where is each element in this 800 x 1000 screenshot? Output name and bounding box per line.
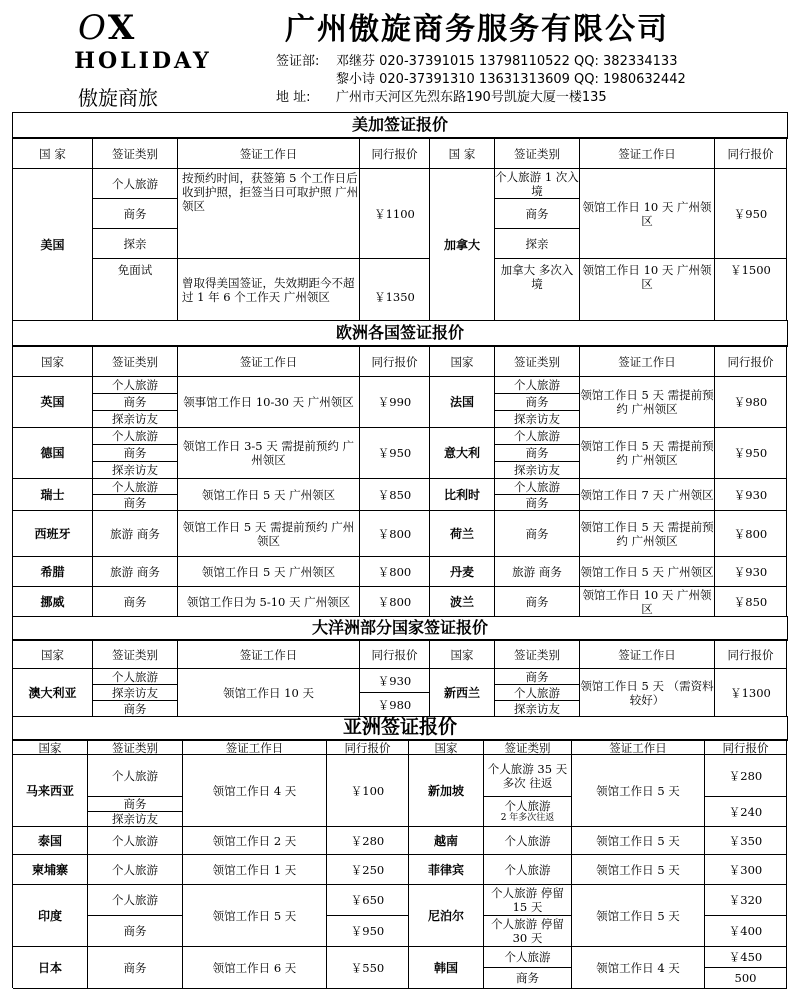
page-header: [0, 0, 800, 108]
usca-table: [12, 138, 788, 320]
visa-type: 个人旅游 停留 30 天: [484, 916, 572, 947]
work-days: 领馆工作日 5 天: [572, 885, 705, 947]
visa-type: 探亲访友: [88, 812, 183, 827]
country-jp: 日本: [13, 947, 88, 989]
visa-type: 个人旅游: [495, 685, 580, 701]
header-price: 同行报价: [327, 741, 409, 755]
country-fr: 法国: [430, 377, 495, 428]
work-days: 领馆工作日 3-5 天 需提前预约 广州领区: [178, 428, 360, 479]
price: ￥280: [705, 755, 787, 797]
visa-type: 商务: [93, 701, 178, 717]
logo-x: X: [107, 8, 137, 48]
header-country: 国家: [13, 741, 88, 755]
visa-type: 探亲访友: [495, 701, 580, 717]
visa-type: 个人旅游: [495, 479, 580, 495]
visa-type: 商务: [93, 445, 178, 462]
price: ￥450: [705, 947, 787, 968]
logo-o: O: [78, 8, 108, 48]
header-price: 同行报价: [715, 347, 787, 377]
header-country: 国家: [409, 741, 484, 755]
visa-type: 旅游 商务: [495, 557, 580, 587]
visa-type: 商务: [93, 495, 178, 511]
visa-type: 商务: [495, 669, 580, 685]
country-uk: 英国: [13, 377, 93, 428]
visa-type: 个人旅游: [88, 855, 183, 885]
country-us: 美国: [13, 169, 93, 321]
work-days: 领馆工作日 5 天 需提前预约 广州领区: [580, 428, 715, 479]
country-it: 意大利: [430, 428, 495, 479]
visa-type: 个人旅游: [495, 428, 580, 445]
contact-2: 黎小诗 020-37391310 13631313609 QQ: 1980632442: [336, 72, 686, 87]
header-days: 签证工作日: [572, 741, 705, 755]
price: ￥800: [360, 587, 430, 617]
header-price: 同行报价: [360, 347, 430, 377]
price: ￥1300: [715, 669, 787, 717]
visa-type: 探亲访友: [93, 685, 178, 701]
visa-type: 商务: [495, 199, 580, 229]
work-days: 领馆工作日 10 天 广州领区: [580, 587, 715, 617]
price: ￥1100: [360, 169, 430, 259]
price: ￥800: [360, 511, 430, 557]
section-title-europe: 欧洲各国签证报价: [12, 320, 788, 346]
work-days: 领馆工作日 5 天: [572, 827, 705, 855]
country-nl: 荷兰: [430, 511, 495, 557]
header-country: 国家: [430, 641, 495, 669]
work-days: 领馆工作日 4 天: [183, 755, 327, 827]
header-type: 签证类别: [495, 641, 580, 669]
visa-type: 个人旅游: [88, 755, 183, 797]
work-days: 领馆工作日 1 天: [183, 855, 327, 885]
logo-holiday: HOLIDAY: [74, 48, 212, 74]
visa-type: 个人旅游 35 天多次 往返: [484, 755, 572, 797]
country-ch: 瑞士: [13, 479, 93, 511]
price: ￥850: [715, 587, 787, 617]
visa-type: 商务: [88, 947, 183, 989]
section-title-oceania: 大洋洲部分国家签证报价: [12, 616, 788, 640]
visa-type: 个人旅游: [93, 169, 178, 199]
company-name: 广州傲旋商务服务有限公司: [285, 12, 669, 47]
contact-1: 邓继芬 020-37391015 13798110522 QQ: 382334133: [336, 54, 678, 69]
header-days: 签证工作日: [580, 641, 715, 669]
country-pl: 波兰: [430, 587, 495, 617]
header-type: 签证类别: [93, 139, 178, 169]
country-gr: 希腊: [13, 557, 93, 587]
header-price: 同行报价: [705, 741, 787, 755]
price: ￥930: [360, 669, 430, 693]
header-days: 签证工作日: [580, 139, 715, 169]
visa-dept-label: 签证部:: [276, 54, 320, 69]
work-days: 领馆工作日 2 天: [183, 827, 327, 855]
country-my: 马来西亚: [13, 755, 88, 827]
price: ￥400: [705, 916, 787, 947]
price: ￥800: [715, 511, 787, 557]
visa-type: 个人旅游: [93, 669, 178, 685]
header-type: 签证类别: [93, 347, 178, 377]
work-days: 领馆工作日 5 天: [572, 855, 705, 885]
visa-type: 探亲访友: [495, 462, 580, 479]
country-th: 泰国: [13, 827, 88, 855]
work-days: 领馆工作日 5 天 需提前预约 广州领区: [580, 377, 715, 428]
visa-type: 商务: [88, 916, 183, 947]
header-country: 国家: [13, 347, 93, 377]
work-days: 领事馆工作日 10-30 天 广州领区: [178, 377, 360, 428]
price: ￥550: [327, 947, 409, 989]
section-title-asia: 亚洲签证报价: [12, 716, 788, 740]
visa-type: 个人旅游: [495, 377, 580, 394]
work-days: 领馆工作日 10 天: [178, 669, 360, 717]
work-days: 领馆工作日 10 天 广州领区: [580, 169, 715, 259]
header-price: 同行报价: [715, 139, 787, 169]
work-days: 领馆工作日 5 天 需提前预约 广州领区: [178, 511, 360, 557]
visa-type: 商务: [495, 445, 580, 462]
country-be: 比利时: [430, 479, 495, 511]
visa-type: 个人旅游 1 次入境: [495, 169, 579, 198]
price: ￥950: [715, 428, 787, 479]
logo-ox: [78, 8, 136, 48]
header-days: 签证工作日: [580, 347, 715, 377]
country-np: 尼泊尔: [409, 885, 484, 947]
country-no: 挪威: [13, 587, 93, 617]
header-price: 同行报价: [715, 641, 787, 669]
price: ￥320: [705, 885, 787, 916]
contact-line-2: [276, 68, 686, 87]
price: ￥990: [360, 377, 430, 428]
country-vn: 越南: [409, 827, 484, 855]
visa-type: 商务: [495, 495, 580, 511]
logo: [28, 8, 258, 108]
country-de: 德国: [13, 428, 93, 479]
header-country: 国 家: [430, 139, 495, 169]
header-days: 签证工作日: [178, 641, 360, 669]
europe-table: [12, 346, 788, 616]
visa-type: 个人旅游: [93, 428, 178, 445]
work-days: 领馆工作日 5 天 广州领区: [580, 557, 715, 587]
visa-type: 个人旅游: [88, 885, 183, 916]
work-days: 领馆工作日 5 天: [572, 755, 705, 827]
header-price: 同行报价: [360, 139, 430, 169]
country-es: 西班牙: [13, 511, 93, 557]
visa-type: 商务: [93, 199, 178, 229]
asia-table: [12, 740, 788, 988]
country-nz: 新西兰: [430, 669, 495, 717]
work-days: 曾取得美国签证，失效期距今不超过 1 年 6 个工作天 广州领区: [178, 259, 360, 321]
visa-type: 个人旅游: [93, 377, 178, 394]
price: 500: [705, 968, 787, 989]
visa-type: [484, 797, 572, 827]
price: ￥930: [715, 557, 787, 587]
header-price: 同行报价: [360, 641, 430, 669]
price: ￥1500: [715, 259, 787, 321]
price: ￥100: [327, 755, 409, 827]
visa-type: 旅游 商务: [93, 511, 178, 557]
visa-type-label: 个人旅游: [504, 799, 551, 813]
work-days: 领馆工作日 5 天 广州领区: [178, 557, 360, 587]
work-days: 领馆工作日 7 天 广州领区: [580, 479, 715, 511]
visa-type: 个人旅游 停留 15 天: [484, 885, 572, 916]
price: ￥930: [715, 479, 787, 511]
price: ￥950: [715, 169, 787, 259]
visa-type: 个人旅游: [93, 479, 178, 495]
country-in: 印度: [13, 885, 88, 947]
visa-type: 商务: [495, 394, 580, 411]
price: ￥280: [327, 827, 409, 855]
header-type: 签证类别: [93, 641, 178, 669]
oceania-table: [12, 640, 788, 716]
header-days: 签证工作日: [178, 139, 360, 169]
visa-type: 探亲访友: [93, 411, 178, 428]
price: ￥300: [705, 855, 787, 885]
country-sg: 新加坡: [409, 755, 484, 827]
visa-type: 商务: [495, 511, 580, 557]
work-days: 领馆工作日 5 天 （需资料较好）: [580, 669, 715, 717]
address-line: [276, 86, 607, 105]
header-type: 签证类别: [484, 741, 572, 755]
header-type: 签证类别: [495, 139, 580, 169]
header-country: 国 家: [13, 139, 93, 169]
price: ￥850: [360, 479, 430, 511]
price: ￥950: [360, 428, 430, 479]
price: ￥650: [327, 885, 409, 916]
visa-type: 个人旅游: [484, 827, 572, 855]
visa-type: 免面试: [93, 259, 178, 321]
price: ￥250: [327, 855, 409, 885]
work-days: 领馆工作日 6 天: [183, 947, 327, 989]
visa-type: 商务: [93, 394, 178, 411]
price: ￥980: [715, 377, 787, 428]
visa-type: 商务: [93, 587, 178, 617]
visa-type: 探亲: [495, 229, 580, 259]
work-days: 按预约时间，获签第 5 个工作日后收到护照，拒签当日可取护照 广州领区: [178, 169, 360, 259]
work-days: 领馆工作日为 5-10 天 广州领区: [178, 587, 360, 617]
header-type: 签证类别: [88, 741, 183, 755]
visa-type: 加拿大 多次入境: [495, 259, 580, 321]
section-title-usca: 美加签证报价: [12, 112, 788, 138]
price: ￥350: [705, 827, 787, 855]
price: ￥980: [360, 693, 430, 717]
work-days: 领馆工作日 5 天 广州领区: [178, 479, 360, 511]
work-days: 领馆工作日 10 天 广州领区: [580, 259, 715, 321]
visa-type: 探亲访友: [93, 462, 178, 479]
header-days: 签证工作日: [178, 347, 360, 377]
work-days: 领馆工作日 5 天: [183, 885, 327, 947]
logo-cn: 傲旋商旅: [78, 86, 158, 110]
price: ￥1350: [360, 259, 430, 321]
contact-line-1: [276, 50, 677, 69]
address: 广州市天河区先烈东路190号凯旋大厦一楼135: [336, 90, 607, 105]
price: ￥800: [360, 557, 430, 587]
country-au: 澳大利亚: [13, 669, 93, 717]
price: ￥950: [327, 916, 409, 947]
price: ￥240: [705, 797, 787, 827]
work-days: 领馆工作日 5 天 需提前预约 广州领区: [580, 511, 715, 557]
country-ph: 菲律宾: [409, 855, 484, 885]
header-country: 国家: [13, 641, 93, 669]
visa-type-note: 2 年多次往返: [500, 813, 555, 823]
visa-type: 商务: [495, 587, 580, 617]
visa-type: 探亲: [93, 229, 178, 259]
country-kr: 韩国: [409, 947, 484, 989]
visa-type: 个人旅游: [484, 947, 572, 968]
country-ca: 加拿大: [430, 169, 495, 321]
work-days: 领馆工作日 4 天: [572, 947, 705, 989]
address-label: 地 址:: [276, 90, 311, 105]
visa-type: 商务: [88, 797, 183, 812]
visa-type: 个人旅游: [88, 827, 183, 855]
visa-type: 个人旅游: [484, 855, 572, 885]
visa-type: 旅游 商务: [93, 557, 178, 587]
visa-type: 探亲访友: [495, 411, 580, 428]
header-days: 签证工作日: [183, 741, 327, 755]
header-type: 签证类别: [495, 347, 580, 377]
country-kh: 柬埔寨: [13, 855, 88, 885]
country-dk: 丹麦: [430, 557, 495, 587]
visa-type: 商务: [484, 968, 572, 989]
header-country: 国家: [430, 347, 495, 377]
